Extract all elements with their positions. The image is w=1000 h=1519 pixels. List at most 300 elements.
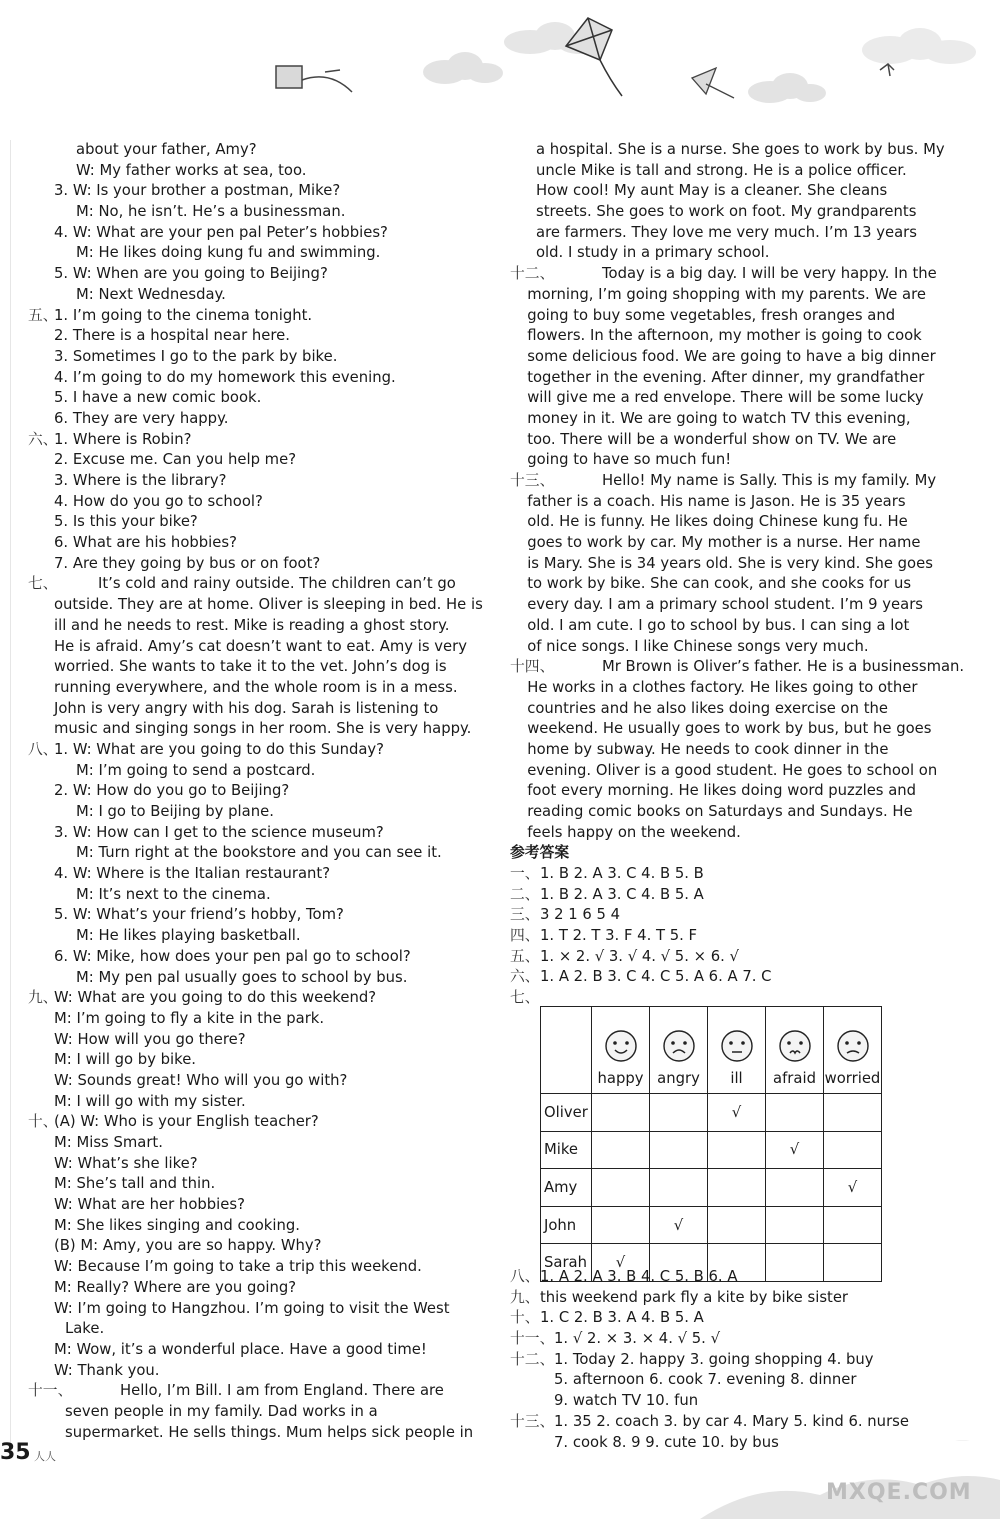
answer-line <box>510 885 980 906</box>
check-mark: √ <box>766 1131 824 1169</box>
text-line <box>510 533 965 554</box>
text-line <box>28 1236 483 1257</box>
line-text: every day. I am a primary school student. I’m 9 years <box>527 596 923 614</box>
line-text: some delicious food. We are going to have a big dinner <box>527 347 936 365</box>
table-cell <box>766 1169 824 1207</box>
table-cell <box>766 1094 824 1132</box>
line-text: old. I am cute. I go to school by bus. I can sing a lot <box>527 616 910 634</box>
table-cell <box>650 1169 708 1207</box>
line-text: M: I go to Beijing by plane. <box>76 803 274 820</box>
line-text: 4. W: Where is the Italian restaurant? <box>54 865 331 883</box>
answer-line <box>510 1329 980 1350</box>
answer-section-label: 二、 <box>510 885 540 903</box>
line-text: 2. There is a hospital near here. <box>54 327 290 345</box>
text-line <box>28 202 483 223</box>
column-header-ill <box>708 1007 766 1094</box>
table-cell <box>592 1131 650 1169</box>
text-line <box>510 574 965 595</box>
line-text: 3. Sometimes I go to the park by bike. <box>54 347 338 365</box>
text-line <box>510 140 965 161</box>
text-line <box>510 409 965 430</box>
answer-text: 1. B 2. A 3. C 4. B 5. B <box>540 865 704 882</box>
line-text: W: Sounds great! Who will you go with? <box>54 1071 348 1089</box>
text-line <box>28 905 483 926</box>
row-name: Sarah <box>541 1244 592 1282</box>
column-header-worried <box>824 1007 882 1094</box>
section-label: 九、 <box>28 989 58 1007</box>
margin-rule <box>10 140 11 1450</box>
line-text: 6. What are his hobbies? <box>54 534 237 552</box>
line-text: father is a coach. His name is Jason. He is 35 years <box>527 492 906 510</box>
line-text: money in it. We are going to watch TV this evening, <box>527 409 911 427</box>
line-text: M: He likes doing kung fu and swimming. <box>76 244 381 262</box>
text-line <box>28 802 483 823</box>
text-line <box>28 1030 483 1051</box>
line-text: is Mary. She is 34 years old. She is very kind. She goes <box>527 554 933 572</box>
line-text: He is afraid. Amy’s cat doesn’t want to eat. Amy is very <box>54 637 467 655</box>
worried-face-icon <box>836 1026 870 1066</box>
line-text: He works in a clothes factory. He likes going to other <box>527 678 918 696</box>
text-line <box>510 243 965 264</box>
column-label: angry <box>657 1070 700 1087</box>
line-text: are farmers. They love me very much. I’m 13 years <box>536 223 917 241</box>
text-line <box>28 1278 483 1299</box>
table-cell <box>824 1131 882 1169</box>
answer-line <box>510 864 980 885</box>
cloud-icon <box>748 73 826 103</box>
line-text: M: Really? Where are you going? <box>54 1278 297 1296</box>
text-line <box>510 616 965 637</box>
text-line <box>510 678 965 699</box>
text-line <box>510 202 965 223</box>
line-text: 2. Excuse me. Can you help me? <box>54 451 297 469</box>
text-line <box>510 512 965 533</box>
text-line <box>28 388 483 409</box>
answer-section-label: 五、 <box>510 947 540 965</box>
text-line <box>510 595 965 616</box>
line-text: M: My pen pal usually goes to school by bus. <box>76 968 408 986</box>
line-text: 5. Is this your bike? <box>54 513 198 531</box>
line-text: foot every morning. He likes doing word puzzles and <box>527 782 917 800</box>
answer-section-label: 十二、 <box>510 1350 555 1368</box>
watermark: MXQE.COM <box>826 1480 972 1505</box>
line-text: seven people in my family. Dad works in a <box>65 1402 378 1420</box>
row-name: John <box>541 1206 592 1244</box>
line-text: flowers. In the afternoon, my mother is going to cook <box>527 327 922 345</box>
line-text: M: She’s tall and thin. <box>54 1175 216 1193</box>
line-text: 1. Where is Robin? <box>54 430 192 448</box>
answer-line <box>510 1391 980 1412</box>
text-line <box>510 430 965 451</box>
text-line <box>510 306 965 327</box>
row-name: Oliver <box>541 1094 592 1132</box>
text-line <box>510 740 965 761</box>
answer-key-title: 参考答案 <box>510 844 570 861</box>
table-cell <box>708 1169 766 1207</box>
text-line <box>28 223 483 244</box>
text-line <box>510 657 965 678</box>
answer-section-label: 六、 <box>510 968 540 986</box>
text-line <box>510 181 965 202</box>
header-decoration <box>0 0 1000 130</box>
answer-text: 1. Today 2. happy 3. going shopping 4. buy <box>554 1350 874 1368</box>
answer-section-label: 八、 <box>510 1268 540 1285</box>
check-mark: √ <box>824 1169 882 1207</box>
text-line <box>28 1216 483 1237</box>
line-text: outside. They are at home. Oliver is sleeping in bed. He is <box>54 596 483 614</box>
line-text: 4. W: What are your pen pal Peter’s hobbies? <box>54 223 388 241</box>
answer-text: 1. 35 2. coach 3. by car 4. Mary 5. kind 6. nurse <box>554 1412 909 1430</box>
line-text: How cool! My aunt May is a cleaner. She cleans <box>536 182 888 200</box>
answer-line <box>510 905 980 926</box>
text-line <box>28 368 483 389</box>
text-line <box>510 637 965 658</box>
line-text: to work by bike. She can cook, and she cooks for us <box>527 575 912 593</box>
line-text: going to buy some vegetables, fresh oranges and <box>527 306 896 324</box>
answer-section-label: 四、 <box>510 927 540 945</box>
text-line <box>28 492 483 513</box>
answer-key <box>510 842 980 1009</box>
line-text: countries and he also likes doing exercise on the <box>527 699 889 717</box>
line-text: feels happy on the weekend. <box>527 823 741 841</box>
line-text: too. There will be a wonderful show on TV. We are <box>527 430 897 448</box>
text-line <box>510 161 965 182</box>
section-label: 十二、 <box>510 265 555 283</box>
line-text: music and singing songs in her room. She is very happy. <box>54 720 472 738</box>
line-text: W: I’m going to Hangzhou. I’m going to visit the West <box>54 1299 450 1317</box>
line-text: together in the evening. After dinner, my grandfather <box>527 368 925 386</box>
text-line <box>28 968 483 989</box>
answer-text: 5. afternoon 6. cook 7. evening 8. dinner <box>554 1371 857 1389</box>
text-line <box>28 326 483 347</box>
line-text: Today is a big day. I will be very happy. In the <box>602 265 937 283</box>
table-row <box>541 1094 882 1132</box>
column-label: afraid <box>773 1070 816 1087</box>
text-line <box>28 181 483 202</box>
line-text: W: What are you going to do this weekend? <box>54 989 377 1007</box>
line-text: M: Wow, it’s a wonderful place. Have a good time! <box>54 1340 427 1358</box>
answer-text: 1. √ 2. × 3. × 4. √ 5. √ <box>554 1330 721 1348</box>
answer-section-label: 十一、 <box>510 1330 555 1348</box>
text-line <box>510 368 965 389</box>
line-text: W: What’s she like? <box>54 1154 198 1172</box>
line-text: (A) W: Who is your English teacher? <box>54 1113 319 1131</box>
text-line <box>28 574 483 595</box>
answer-text: this weekend park fly a kite by bike sister <box>540 1288 849 1306</box>
text-line <box>28 430 483 451</box>
text-line <box>28 657 483 678</box>
check-mark: √ <box>592 1244 650 1282</box>
table-corner-cell <box>541 1007 592 1094</box>
text-line <box>28 450 483 471</box>
table-row <box>541 1131 882 1169</box>
answer-line <box>510 947 980 968</box>
text-line <box>510 761 965 782</box>
section-label: 十一、 <box>28 1382 73 1400</box>
line-text: Mr Brown is Oliver’s father. He is a businessman. <box>602 658 965 676</box>
text-line <box>28 1319 483 1340</box>
line-text: M: I will go by bike. <box>54 1051 197 1069</box>
table-cell <box>592 1206 650 1244</box>
table-cell <box>708 1206 766 1244</box>
text-line <box>510 347 965 368</box>
text-line <box>28 243 483 264</box>
happy-face-icon <box>604 1026 638 1066</box>
text-line <box>28 823 483 844</box>
text-line <box>510 450 965 471</box>
answer-text: 1. A 2. A 3. B 4. C 5. B 6. A <box>540 1268 738 1285</box>
text-line <box>28 1009 483 1030</box>
answer-text: 1. A 2. B 3. C 4. C 5. A 6. A 7. C <box>540 968 772 986</box>
row-name: Mike <box>541 1131 592 1169</box>
answer-section-label: 一、 <box>510 865 540 882</box>
text-line <box>28 781 483 802</box>
table-row <box>541 1169 882 1207</box>
page-number: 35 <box>0 1440 31 1465</box>
line-text: M: I’m going to send a postcard. <box>76 761 316 779</box>
table-cell <box>650 1094 708 1132</box>
text-line <box>28 988 483 1009</box>
cloud-icon <box>423 52 503 84</box>
line-text: evening. Oliver is a good student. He goes to school on <box>527 761 938 779</box>
line-text: will give me a red envelope. There will be some lucky <box>527 389 924 407</box>
section-label: 十四、 <box>510 658 555 676</box>
line-text: going to have so much fun! <box>527 451 732 469</box>
column-label: worried <box>824 1070 881 1087</box>
answer-text: 9. watch TV 10. fun <box>554 1392 699 1410</box>
feelings-table <box>540 1006 882 1282</box>
line-text: old. I study in a primary school. <box>536 244 770 262</box>
text-line <box>510 802 965 823</box>
line-text: M: She likes singing and cooking. <box>54 1216 300 1234</box>
text-line <box>28 512 483 533</box>
line-text: 1. W: What are you going to do this Sunday? <box>54 740 385 758</box>
text-line <box>28 1423 483 1444</box>
text-line <box>510 554 965 575</box>
text-line <box>28 616 483 637</box>
answer-section-label: 十三、 <box>510 1412 555 1430</box>
text-line <box>28 1361 483 1382</box>
text-line <box>28 678 483 699</box>
line-text: W: What are her hobbies? <box>54 1196 245 1214</box>
answer-line <box>510 926 980 947</box>
answer-key-continued <box>510 1267 980 1453</box>
text-line <box>28 533 483 554</box>
angry-face-icon <box>662 1026 696 1066</box>
line-text: W: My father works at sea, too. <box>76 161 307 179</box>
text-line <box>28 1133 483 1154</box>
line-text: running everywhere, and the whole room is in a mess. <box>54 678 458 696</box>
line-text: W: Because I’m going to take a trip this weekend. <box>54 1258 422 1276</box>
text-line <box>510 823 965 844</box>
column-header-happy <box>592 1007 650 1094</box>
check-mark: √ <box>650 1206 708 1244</box>
answer-section-label: 十、 <box>510 1309 540 1327</box>
line-text: supermarket. He sells things. Mum helps sick people in <box>65 1423 474 1441</box>
section-label: 八、 <box>28 740 58 758</box>
answer-text: 3 2 1 6 5 4 <box>540 906 621 924</box>
line-text: home by subway. He needs to cook dinner in the <box>527 740 889 758</box>
text-line <box>28 1195 483 1216</box>
line-text: reading comic books on Saturdays and Sundays. He <box>527 803 913 820</box>
text-line <box>28 885 483 906</box>
answer-text: 1. T 2. T 3. F 4. T 5. F <box>540 927 698 945</box>
line-text: 1. I’m going to the cinema tonight. <box>54 306 313 324</box>
page-number-decoration: 人人 <box>34 1450 56 1463</box>
section-label: 五、 <box>28 306 58 324</box>
answer-line <box>510 1308 980 1329</box>
text-line <box>510 223 965 244</box>
text-line <box>510 492 965 513</box>
table-cell <box>766 1206 824 1244</box>
text-line <box>28 761 483 782</box>
section-label: 七、 <box>28 575 58 593</box>
answer-line <box>510 1350 980 1371</box>
table-cell <box>708 1131 766 1169</box>
line-text: 5. W: What’s your friend’s hobby, Tom? <box>54 906 344 924</box>
line-text: morning, I’m going shopping with my parents. We are <box>527 285 926 303</box>
line-text: 4. I’m going to do my homework this evening. <box>54 368 396 386</box>
line-text: 5. W: When are you going to Beijing? <box>54 265 328 283</box>
line-text: It’s cold and rainy outside. The children can’t go <box>98 575 456 593</box>
text-line <box>28 740 483 761</box>
text-line <box>510 781 965 802</box>
row-name: Amy <box>541 1169 592 1207</box>
table-cell <box>824 1206 882 1244</box>
answer-section-label: 七、 <box>510 989 540 1007</box>
line-text: Hello, I’m Bill. I am from England. There are <box>120 1382 444 1400</box>
answer-text: 1. × 2. √ 3. √ 4. √ 5. × 6. √ <box>540 947 739 965</box>
answer-text: 7. cook 8. 9 9. cute 10. by bus <box>554 1433 779 1451</box>
text-line <box>28 409 483 430</box>
section-label: 十、 <box>28 1113 58 1131</box>
text-line <box>510 719 965 740</box>
text-line <box>28 140 483 161</box>
text-line <box>510 471 965 492</box>
line-text: M: Miss Smart. <box>54 1134 163 1151</box>
line-text: a hospital. She is a nurse. She goes to work by bus. My <box>536 141 945 158</box>
ill-face-icon <box>720 1026 754 1066</box>
line-text: Hello! My name is Sally. This is my family. My <box>602 472 937 489</box>
line-text: goes to work by car. My mother is a nurse. Her name <box>527 534 921 552</box>
line-text: M: I will go with my sister. <box>54 1092 246 1110</box>
answer-line <box>510 967 980 988</box>
answer-text: 1. B 2. A 3. C 4. B 5. A <box>540 885 704 903</box>
text-line <box>28 1340 483 1361</box>
text-line <box>28 306 483 327</box>
line-text: 5. I have a new comic book. <box>54 389 262 407</box>
line-text: 3. W: How can I get to the science museum? <box>54 823 384 841</box>
right-column <box>510 140 965 843</box>
text-line <box>510 285 965 306</box>
column-header-angry <box>650 1007 708 1094</box>
line-text: M: It’s next to the cinema. <box>76 885 271 903</box>
text-line <box>28 161 483 182</box>
table-cell <box>592 1169 650 1207</box>
text-line <box>28 264 483 285</box>
line-text: of nice songs. I like Chinese songs very much. <box>527 637 869 655</box>
text-line <box>510 326 965 347</box>
text-line <box>28 926 483 947</box>
text-line <box>510 388 965 409</box>
table-cell <box>824 1094 882 1132</box>
line-text: 3. W: Is your brother a postman, Mike? <box>54 182 341 200</box>
column-header-afraid <box>766 1007 824 1094</box>
cloud-icon <box>862 28 976 64</box>
line-text: M: Turn right at the bookstore and you can see it. <box>76 844 442 862</box>
text-line <box>510 264 965 285</box>
line-text: streets. She goes to work on foot. My grandparents <box>536 203 917 221</box>
text-line <box>28 1071 483 1092</box>
answer-section-label: 九、 <box>510 1288 540 1306</box>
text-line <box>28 1092 483 1113</box>
section-label: 六、 <box>28 430 58 448</box>
text-line <box>28 699 483 720</box>
text-line <box>28 1174 483 1195</box>
text-line <box>28 285 483 306</box>
answer-line <box>510 1370 980 1391</box>
line-text: M: I’m going to fly a kite in the park. <box>54 1009 325 1027</box>
kite-icon <box>276 66 352 92</box>
table-cell <box>592 1094 650 1132</box>
text-line <box>28 595 483 616</box>
text-line <box>28 1381 483 1402</box>
answer-section-label: 三、 <box>510 906 540 924</box>
text-line <box>28 719 483 740</box>
text-line <box>28 1257 483 1278</box>
line-text: M: Next Wednesday. <box>76 285 226 303</box>
line-text: about your father, Amy? <box>76 141 257 158</box>
table-row <box>541 1206 882 1244</box>
line-text: 6. They are very happy. <box>54 409 229 427</box>
answer-line <box>510 1288 980 1309</box>
column-label: ill <box>730 1070 743 1087</box>
text-line <box>28 1402 483 1423</box>
check-mark: √ <box>708 1094 766 1132</box>
answer-text: 1. C 2. B 3. A 4. B 5. A <box>540 1309 704 1327</box>
line-text: ill and he needs to rest. Mike is reading a ghost story. <box>54 616 450 634</box>
bird-icon <box>880 64 894 76</box>
text-line <box>510 699 965 720</box>
table-cell <box>650 1131 708 1169</box>
line-text: 6. W: Mike, how does your pen pal go to school? <box>54 947 411 965</box>
left-column <box>28 140 483 1443</box>
answer-line <box>510 1412 980 1433</box>
kite-icon <box>566 18 622 96</box>
line-text: 3. Where is the library? <box>54 472 227 489</box>
umbrella-kite-icon <box>692 68 734 98</box>
line-text: John is very angry with his dog. Sarah is listening to <box>54 699 439 717</box>
line-text: 4. How do you go to school? <box>54 492 263 510</box>
line-text: M: No, he isn’t. He’s a businessman. <box>76 203 346 221</box>
text-line <box>28 1154 483 1175</box>
afraid-face-icon <box>778 1026 812 1066</box>
text-line <box>28 864 483 885</box>
line-text: W: Thank you. <box>54 1361 160 1379</box>
line-text: uncle Mike is tall and strong. He is a police officer. <box>536 161 907 179</box>
section-label: 十三、 <box>510 472 555 489</box>
text-line <box>28 843 483 864</box>
text-line <box>28 347 483 368</box>
text-line <box>28 947 483 968</box>
answer-line <box>510 1267 980 1288</box>
line-text: (B) M: Amy, you are so happy. Why? <box>54 1237 322 1255</box>
text-line <box>28 1299 483 1320</box>
line-text: Lake. <box>65 1320 105 1338</box>
line-text: M: He likes playing basketball. <box>76 927 301 945</box>
line-text: old. He is funny. He likes doing Chinese kung fu. He <box>527 513 908 531</box>
line-text: W: How will you go there? <box>54 1030 246 1048</box>
